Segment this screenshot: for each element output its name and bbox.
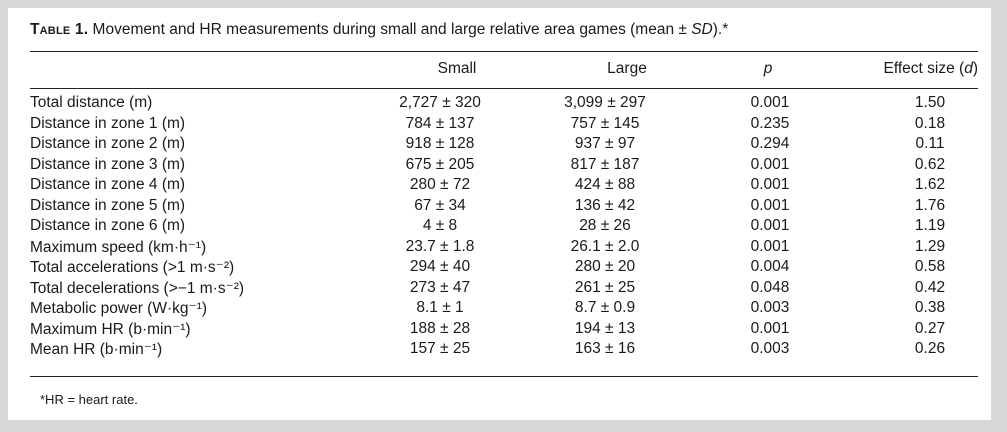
cell-effect-size: 0.27 [914,319,946,337]
table-caption [30,21,728,39]
table-row [30,258,978,279]
bottom-rule [30,376,978,377]
cell-large: 8.7 ± 0.9 [574,299,636,316]
cell-small: 294 ± 40 [409,258,471,275]
cell-p: 0.001 [750,155,790,173]
footnote: *HR = heart rate. [40,392,138,407]
cell-large: 194 ± 13 [574,319,636,337]
cell-large: 26.1 ± 2.0 [570,237,640,255]
cell-small: 23.7 ± 1.8 [405,237,475,255]
header-rule [30,88,978,89]
cell-effect-size: 1.62 [914,176,946,193]
cell-p: 0.001 [750,237,790,255]
row-label: Total distance (m) [30,94,153,111]
cell-p: 0.001 [750,217,790,234]
cell-effect-size: 1.50 [914,94,946,111]
row-label: Metabolic power (W·kg⁻¹) [30,300,207,317]
table-row [30,94,978,115]
header-p: p [763,60,773,77]
cell-large: 261 ± 25 [574,278,636,296]
table-row [30,320,978,341]
cell-large: 3,099 ± 297 [564,94,646,111]
cell-effect-size: 0.11 [915,135,945,152]
cell-large: 280 ± 20 [574,258,636,275]
table-row [30,279,978,300]
cell-p: 0.235 [750,114,790,132]
table-row [30,340,978,361]
table-row [30,135,978,156]
cell-p: 0.004 [750,258,790,275]
cell-small: 273 ± 47 [409,278,471,296]
cell-p: 0.001 [750,176,790,193]
cell-small: 280 ± 72 [409,176,471,193]
table-row [30,156,978,177]
cell-effect-size: 0.62 [914,155,946,173]
row-label: Maximum speed (km·h⁻¹) [30,238,207,256]
table-row [30,238,978,259]
cell-small: 784 ± 137 [405,114,475,132]
cell-p: 0.001 [750,319,790,337]
top-rule [30,51,978,52]
row-label: Distance in zone 3 (m) [30,155,186,173]
header-effect-size: Effect size (d) [883,60,978,77]
cell-effect-size: 0.58 [914,258,946,275]
cell-small: 157 ± 25 [409,340,471,357]
table-body [30,94,978,361]
cell-small: 2,727 ± 320 [399,94,481,111]
cell-effect-size: 1.76 [914,196,946,214]
cell-effect-size: 1.19 [914,217,946,234]
cell-large: 817 ± 187 [570,155,640,173]
cell-large: 28 ± 26 [579,217,631,234]
cell-large: 136 ± 42 [574,196,636,214]
table-number: Table 1. [30,21,89,38]
table-row [30,176,978,197]
cell-small: 8.1 ± 1 [416,299,464,316]
row-label: Distance in zone 2 (m) [30,135,186,152]
caption-text: Movement and HR measurements during small and large relative area games (mean ± SD).* [88,21,729,38]
cell-small: 675 ± 205 [405,155,475,173]
cell-small: 188 ± 28 [409,319,471,337]
row-label: Maximum HR (b·min⁻¹) [30,320,191,338]
cell-large: 937 ± 97 [574,135,636,152]
cell-large: 424 ± 88 [574,176,636,193]
cell-effect-size: 0.38 [914,299,946,316]
table-row [30,299,978,320]
cell-p: 0.001 [750,196,790,214]
row-label: Total decelerations (>−1 m·s⁻²) [30,279,245,297]
header-large: Large [607,60,647,77]
row-label: Distance in zone 6 (m) [30,217,186,234]
row-label: Distance in zone 1 (m) [30,114,186,132]
cell-effect-size: 1.29 [914,237,946,255]
cell-p: 0.003 [750,299,790,316]
cell-p: 0.294 [750,135,790,152]
cell-p: 0.048 [750,278,790,296]
cell-small: 67 ± 34 [414,196,466,214]
row-label: Mean HR (b·min⁻¹) [30,341,163,358]
cell-small: 918 ± 128 [405,135,475,152]
cell-effect-size: 0.18 [914,114,946,132]
table-panel [8,8,991,420]
table-row [30,115,978,136]
cell-large: 757 ± 145 [570,114,640,132]
row-label: Distance in zone 5 (m) [30,196,186,214]
cell-p: 0.003 [750,340,790,357]
cell-effect-size: 0.42 [914,278,946,296]
table-row [30,217,978,238]
cell-large: 163 ± 16 [574,340,636,357]
row-label: Distance in zone 4 (m) [30,176,186,193]
cell-p: 0.001 [750,94,790,111]
cell-small: 4 ± 8 [422,217,458,234]
header-small: Small [437,60,477,77]
row-label: Total accelerations (>1 m·s⁻²) [30,259,235,276]
cell-effect-size: 0.26 [914,340,946,357]
table-row [30,197,978,218]
